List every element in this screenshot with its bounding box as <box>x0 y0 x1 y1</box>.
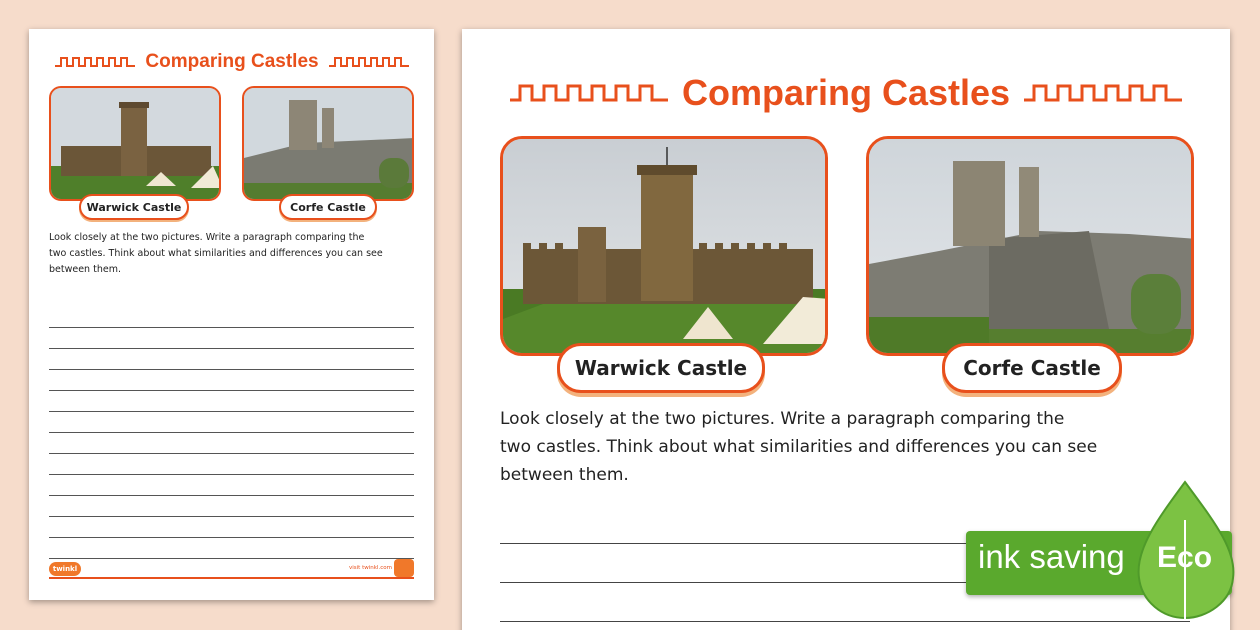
visit-link: visit twinkl.com <box>349 565 392 571</box>
footer-badge-icon <box>394 559 414 577</box>
thumbnail-corfe-photo <box>242 86 414 201</box>
thumbnail-warwick-photo <box>49 86 221 201</box>
corfe-castle-label: Corfe Castle <box>942 343 1122 393</box>
thumbnail-footer-divider <box>49 577 414 579</box>
writing-line <box>49 495 414 496</box>
corfe-castle-photo <box>866 136 1194 356</box>
writing-line <box>49 327 414 328</box>
writing-line <box>49 348 414 349</box>
main-title-row <box>498 67 1194 119</box>
instructions-text: Look closely at the two pictures. Write a paragraph comparing the two castles. Think about what similarities and differences you can see between them. <box>500 409 1098 485</box>
thumbnail-title-row <box>47 47 417 77</box>
writing-line <box>49 411 414 412</box>
warwick-castle-label: Warwick Castle <box>557 343 765 393</box>
writing-line <box>49 390 414 391</box>
writing-line <box>49 432 414 433</box>
writing-line <box>49 453 414 454</box>
writing-line <box>49 516 414 517</box>
writing-line <box>49 558 414 559</box>
greek-key-border-left <box>510 83 668 103</box>
thumbnail-warwick-label: Warwick Castle <box>79 194 189 220</box>
greek-key-border-right <box>1024 83 1182 103</box>
page-title: Comparing Castles <box>681 72 1011 113</box>
writing-line <box>49 369 414 370</box>
greek-key-border-left <box>55 56 135 68</box>
writing-line <box>49 474 414 475</box>
warwick-castle-photo <box>500 136 828 356</box>
eco-label: Eco <box>1157 541 1213 574</box>
thumbnail-writing-lines <box>49 327 414 579</box>
writing-line <box>49 537 414 538</box>
thumbnail-instructions: Look closely at the two pictures. Write a paragraph comparing the two castles. Think about what similarities and differences you can see between them. <box>49 232 383 275</box>
thumbnail-corfe-label: Corfe Castle <box>279 194 377 220</box>
greek-key-border-right <box>329 56 409 68</box>
thumbnail-page <box>29 29 434 600</box>
writing-line <box>500 621 1190 622</box>
twinkl-logo: twinkl <box>49 562 81 576</box>
thumbnail-title: Comparing Castles <box>145 51 319 72</box>
ink-saving-label: ink saving <box>978 538 1125 575</box>
